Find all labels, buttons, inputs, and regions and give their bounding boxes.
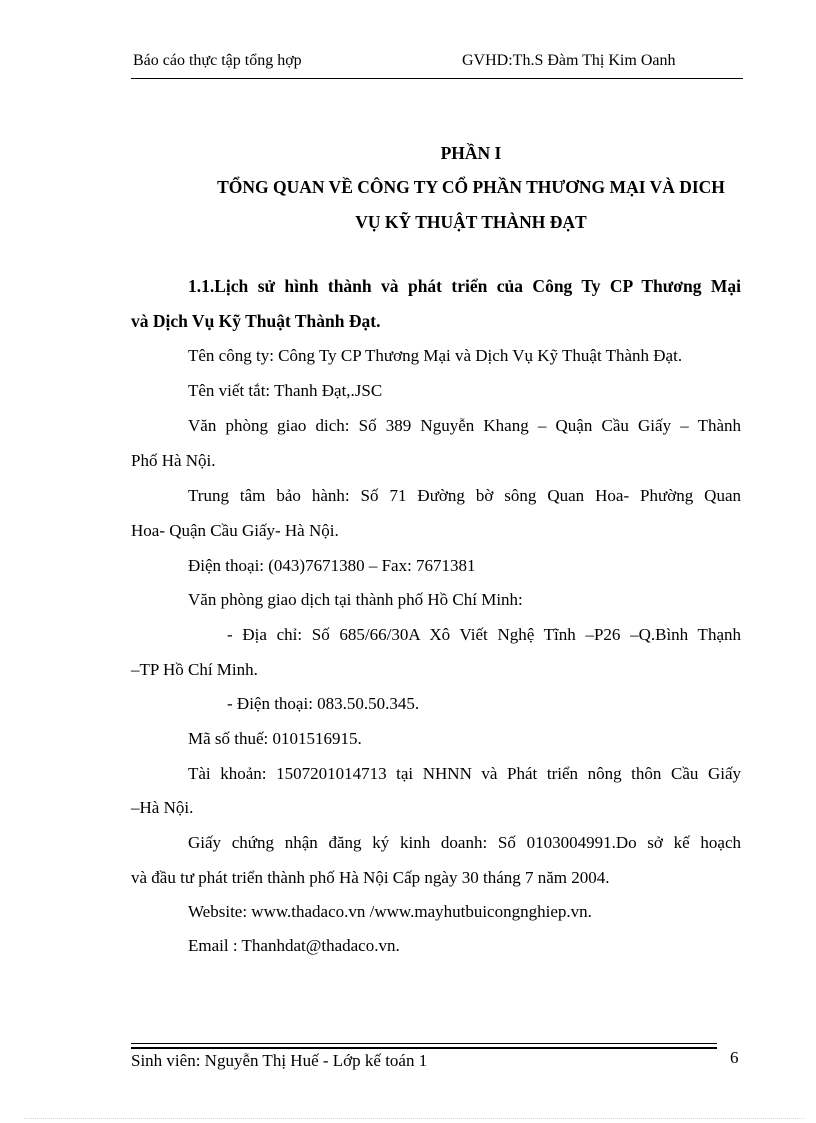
hcm-office-heading: Văn phòng giao dịch tại thành phố Hồ Chí Minh: [188, 590, 523, 609]
section-heading-line-1: 1.1.Lịch sử hình thành và phát triển của Công Ty CP Thương Mại [188, 276, 741, 296]
bank-account-line-1: Tài khoản: 1507201014713 tại NHNN và Phát triển nông thôn Cầu Giấy [188, 764, 741, 783]
hcm-address-line-1: - Địa chỉ: Số 685/66/30A Xô Viết Nghệ Tĩnh –P26 –Q.Bình Thạnh [227, 625, 741, 644]
tax-code: Mã số thuế: 0101516915. [188, 729, 362, 748]
footer-rule-thin [131, 1043, 717, 1044]
short-name: Tên viết tắt: Thanh Đạt,.JSC [188, 381, 383, 400]
page-edge-divider [24, 1118, 804, 1119]
footer-rule-thick [131, 1047, 717, 1049]
footer-student-info: Sinh viên: Nguyễn Thị Huế - Lớp kế toán 1 [131, 1051, 428, 1070]
header-supervisor: GVHD:Th.S Đàm Thị Kim Oanh [462, 52, 676, 69]
office-address-line-2: Phố Hà Nội. [131, 451, 216, 470]
header-report-title: Báo cáo thực tập tổng hợp [133, 52, 302, 69]
warranty-center-line-1: Trung tâm bảo hành: Số 71 Đường bờ sông Quan Hoa- Phường Quan [188, 486, 741, 505]
office-address-line-1: Văn phòng giao dich: Số 389 Nguyễn Khang – Quận Cầu Giấy – Thành [188, 416, 741, 435]
phone-fax: Điện thoại: (043)7671380 – Fax: 7671381 [188, 556, 476, 575]
hcm-address-line-2: –TP Hồ Chí Minh. [131, 660, 258, 679]
page-number: 6 [730, 1048, 739, 1067]
chapter-title-line-2: VỤ KỸ THUẬT THÀNH ĐẠT [355, 212, 587, 232]
company-name: Tên công ty: Công Ty CP Thương Mại và Dịch Vụ Kỹ Thuật Thành Đạt. [188, 346, 683, 365]
page-header [131, 50, 743, 79]
website: Website: www.thadaco.vn /www.mayhutbuicongnghiep.vn. [188, 902, 592, 921]
section-heading-line-2: và Dịch Vụ Kỹ Thuật Thành Đạt. [131, 311, 381, 331]
warranty-center-line-2: Hoa- Quận Cầu Giấy- Hà Nội. [131, 521, 339, 540]
part-title: PHẦN I [440, 143, 502, 163]
email: Email : Thanhdat@thadaco.vn. [188, 936, 400, 955]
business-license-line-1: Giấy chứng nhận đăng ký kinh doanh: Số 0103004991.Do sở kế hoạch [188, 833, 741, 852]
hcm-phone: - Điện thoại: 083.50.50.345. [227, 694, 420, 713]
bank-account-line-2: –Hà Nội. [131, 798, 194, 817]
chapter-title-line-1: TỔNG QUAN VỀ CÔNG TY CỔ PHẦN THƯƠNG MẠI VÀ DICH [217, 177, 725, 197]
business-license-line-2: và đầu tư phát triển thành phố Hà Nội Cấp ngày 30 tháng 7 năm 2004. [131, 868, 610, 887]
